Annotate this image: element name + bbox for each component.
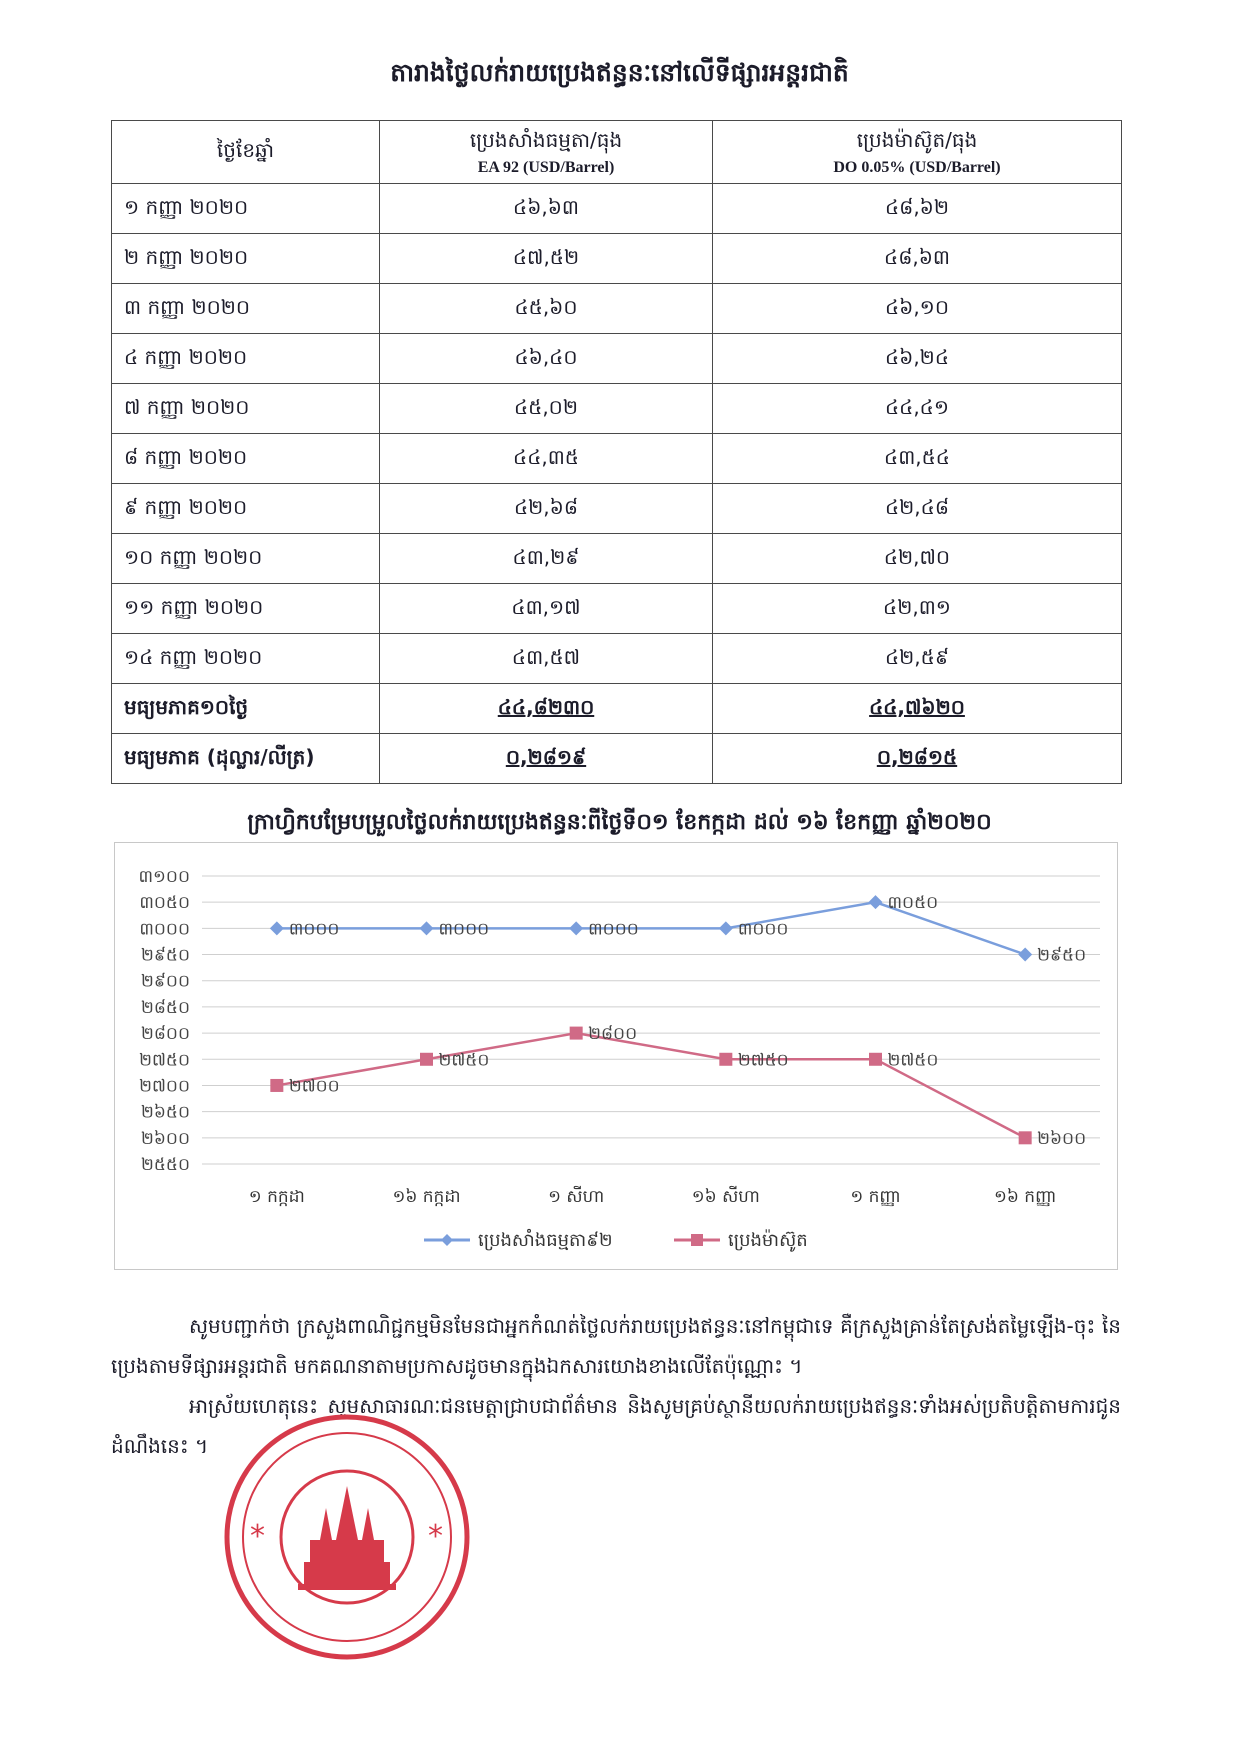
y-tick-label: ២៩០០: [141, 971, 190, 992]
table-row: [112, 534, 1122, 584]
table-row: [112, 584, 1122, 634]
x-tick-label: ១៦ កញ្ញា: [993, 1187, 1057, 1207]
data-label: ៣០៥០: [887, 893, 939, 914]
data-point-square: [1019, 1131, 1032, 1144]
table-row: [112, 184, 1122, 234]
seal-emblem: [227, 1417, 467, 1657]
diesel-price-cell: ៤២,៧០: [713, 534, 1122, 584]
average-10-day-gasoline: ៤៤,៨២៣០: [380, 684, 713, 734]
gasoline-price-cell: ៤៤,៣៥: [380, 434, 713, 484]
average-per-liter-label: មធ្យមភាគ (ដុល្លារ/លីត្រ): [112, 734, 380, 784]
data-label: ២៧៥០: [887, 1050, 939, 1071]
legend-label: ប្រេងសាំងធម្មតា៩២: [478, 1230, 613, 1251]
data-point-square: [420, 1053, 433, 1066]
gasoline-price-cell: ៤៣,៥៧: [380, 634, 713, 684]
y-tick-label: ២៧៥០: [139, 1050, 190, 1071]
x-tick-label: ១ សីហា: [548, 1187, 605, 1207]
diesel-price-cell: ៤៨,៦២: [713, 184, 1122, 234]
gasoline-price-cell: ៤៥,៦០: [380, 284, 713, 334]
chart-title: ក្រាហ្វិកបម្រែបម្រួលថ្លៃលក់រាយប្រេងឥន្ធនៈពីថ្ងៃទី០១ ខែកក្កដា ដល់ ១៦ ខែកញ្ញា ឆ្នាំ២០២០: [247, 810, 992, 835]
diesel-price-cell: ៤៨,៦៣: [713, 234, 1122, 284]
y-tick-label: ២៩៥០: [141, 945, 190, 966]
data-point-square: [570, 1027, 583, 1040]
diesel-price-cell: ៤២,៤៨: [713, 484, 1122, 534]
y-tick-label: ៣០០០: [139, 919, 190, 940]
x-tick-label: ១ កញ្ញា: [850, 1187, 901, 1207]
y-tick-label: ៣១០០: [138, 867, 190, 887]
average-10-day-row: [112, 684, 1122, 734]
header-gasoline-label: ប្រេងសាំងធម្មតា/ធុង: [469, 128, 623, 152]
gasoline-price-cell: ៤៧,៥២: [380, 234, 713, 284]
table-row: [112, 284, 1122, 334]
diesel-price-cell: ៤៤,៤១: [713, 384, 1122, 434]
ministry-seal: [222, 1412, 472, 1662]
price-table: [111, 120, 1122, 784]
diesel-price-cell: ៤៦,២៤: [713, 334, 1122, 384]
header-gasoline-unit: EA 92 (USD/Barrel): [477, 159, 615, 176]
gasoline-price-cell: ៤៣,២៩: [380, 534, 713, 584]
date-cell: ៨ កញ្ញា ២០២០: [112, 434, 380, 484]
x-tick-label: ១៦ កក្កដា: [392, 1187, 461, 1207]
angkor-temple-icon: [298, 1486, 396, 1590]
y-tick-label: ២៧០០: [139, 1076, 190, 1097]
data-label: ៣០០០: [588, 919, 639, 940]
data-label: ២៨០០: [588, 1024, 638, 1045]
legend-marker: [691, 1234, 703, 1246]
data-label: ២៧៥០: [737, 1050, 789, 1071]
date-cell: ១៤ កញ្ញា ២០២០: [112, 634, 380, 684]
table-row: [112, 484, 1122, 534]
x-tick-label: ១ កក្កដា: [248, 1187, 305, 1207]
table-row: [112, 234, 1122, 284]
data-label: ៣០០០: [438, 919, 490, 940]
date-cell: ៩ កញ្ញា ២០២០: [112, 484, 380, 534]
header-date: ថ្ងៃខែឆ្នាំ: [112, 121, 380, 184]
diesel-price-cell: ៤២,៣១: [713, 584, 1122, 634]
average-per-liter-gasoline: ០,២៨១៩: [380, 734, 713, 784]
header-diesel-label: ប្រេងម៉ាស៊ូត/ធុង: [856, 128, 978, 152]
date-cell: ១១ កញ្ញា ២០២០: [112, 584, 380, 634]
date-cell: ១ កញ្ញា ២០២០: [112, 184, 380, 234]
gasoline-price-cell: ៤២,៦៨: [380, 484, 713, 534]
average-per-liter-diesel: ០,២៨១៥: [713, 734, 1122, 784]
y-tick-label: ២៥៥០: [141, 1155, 190, 1175]
table-row: [112, 434, 1122, 484]
gasoline-price-cell: ៤៦,៤០: [380, 334, 713, 384]
average-10-day-diesel: ៤៤,៧៦២០: [713, 684, 1122, 734]
price-trend-chart: [114, 842, 1118, 1270]
y-tick-label: ២៦០០: [141, 1128, 190, 1149]
average-10-day-label: មធ្យមភាគ១០ថ្ងៃ: [112, 684, 380, 734]
gasoline-price-cell: ៤៦,៦៣: [380, 184, 713, 234]
data-point-square: [270, 1079, 283, 1092]
gasoline-price-cell: ៤៥,០២: [380, 384, 713, 434]
diesel-price-cell: ៤៣,៥៤: [713, 434, 1122, 484]
y-tick-label: ២៨៥០: [141, 997, 190, 1018]
table-header-row: [112, 121, 1122, 184]
y-tick-label: ២៨០០: [141, 1024, 190, 1045]
y-tick-label: ៣០៥០: [139, 893, 190, 914]
date-cell: ១០ កញ្ញា ២០២០: [112, 534, 380, 584]
x-tick-label: ១៦ សីហា: [691, 1187, 760, 1207]
data-label: ២៧៥០: [438, 1050, 490, 1071]
average-per-liter-row: [112, 734, 1122, 784]
date-cell: ២ កញ្ញា ២០២០: [112, 234, 380, 284]
gasoline-price-cell: ៤៣,១៧: [380, 584, 713, 634]
header-diesel: [713, 121, 1122, 184]
date-cell: ៧ កញ្ញា ២០២០: [112, 384, 380, 434]
note-paragraph-1: សូមបញ្ជាក់ថា ក្រសួងពាណិជ្ជកម្មមិនមែនជាអ្នកកំណត់ថ្លៃលក់រាយប្រេងឥន្ធនៈនៅកម្ពុជាទេ គឺក្រសួងគ្រាន់តែស្រង់តម្លៃឡើង-ចុះ នៃប្រេងតាមទីផ្សារអន្តរជាតិ មកគណនាតាមប្រកាសដូចមានក្នុងឯកសារយោងខាងលើតែប៉ុណ្ណោះ ។: [111, 1314, 1121, 1378]
document-title: តារាងថ្លៃលក់រាយប្រេងឥន្ធនៈនៅលើទីផ្សារអន្តរជាតិ: [390, 58, 849, 87]
data-label: ២៧០០: [288, 1076, 340, 1097]
table-row: [112, 384, 1122, 434]
data-label: ៣០០០: [737, 919, 789, 940]
diesel-price-cell: ៤២,៥៩: [713, 634, 1122, 684]
svg-text:*: *: [250, 1519, 265, 1554]
date-cell: ៤ កញ្ញា ២០២០: [112, 334, 380, 384]
header-gasoline: [380, 121, 713, 184]
diesel-price-cell: ៤៦,១០: [713, 284, 1122, 334]
data-point-square: [869, 1053, 882, 1066]
data-label: ៣០០០: [288, 919, 340, 940]
date-cell: ៣ កញ្ញា ២០២០: [112, 284, 380, 334]
note-paragraph-2: អាស្រ័យហេតុនេះ សូមសាធារណៈជនមេត្តាជ្រាបជាព័ត៌មាន និងសូមគ្រប់ស្ថានីយលក់រាយប្រេងឥន្ធនៈទាំងអស់ប្រតិបត្តិតាមការជូនដំណឹងនេះ ។: [111, 1394, 1121, 1458]
data-label: ២៩៥០: [1037, 945, 1087, 966]
y-tick-label: ២៦៥០: [141, 1102, 190, 1123]
data-label: ២៦០០: [1037, 1128, 1087, 1149]
svg-text:*: *: [428, 1519, 443, 1554]
data-point-square: [719, 1053, 732, 1066]
table-row: [112, 334, 1122, 384]
header-diesel-unit: DO 0.05% (USD/Barrel): [833, 159, 1001, 176]
table-row: [112, 634, 1122, 684]
legend-label: ប្រេងម៉ាស៊ូត: [728, 1230, 808, 1251]
